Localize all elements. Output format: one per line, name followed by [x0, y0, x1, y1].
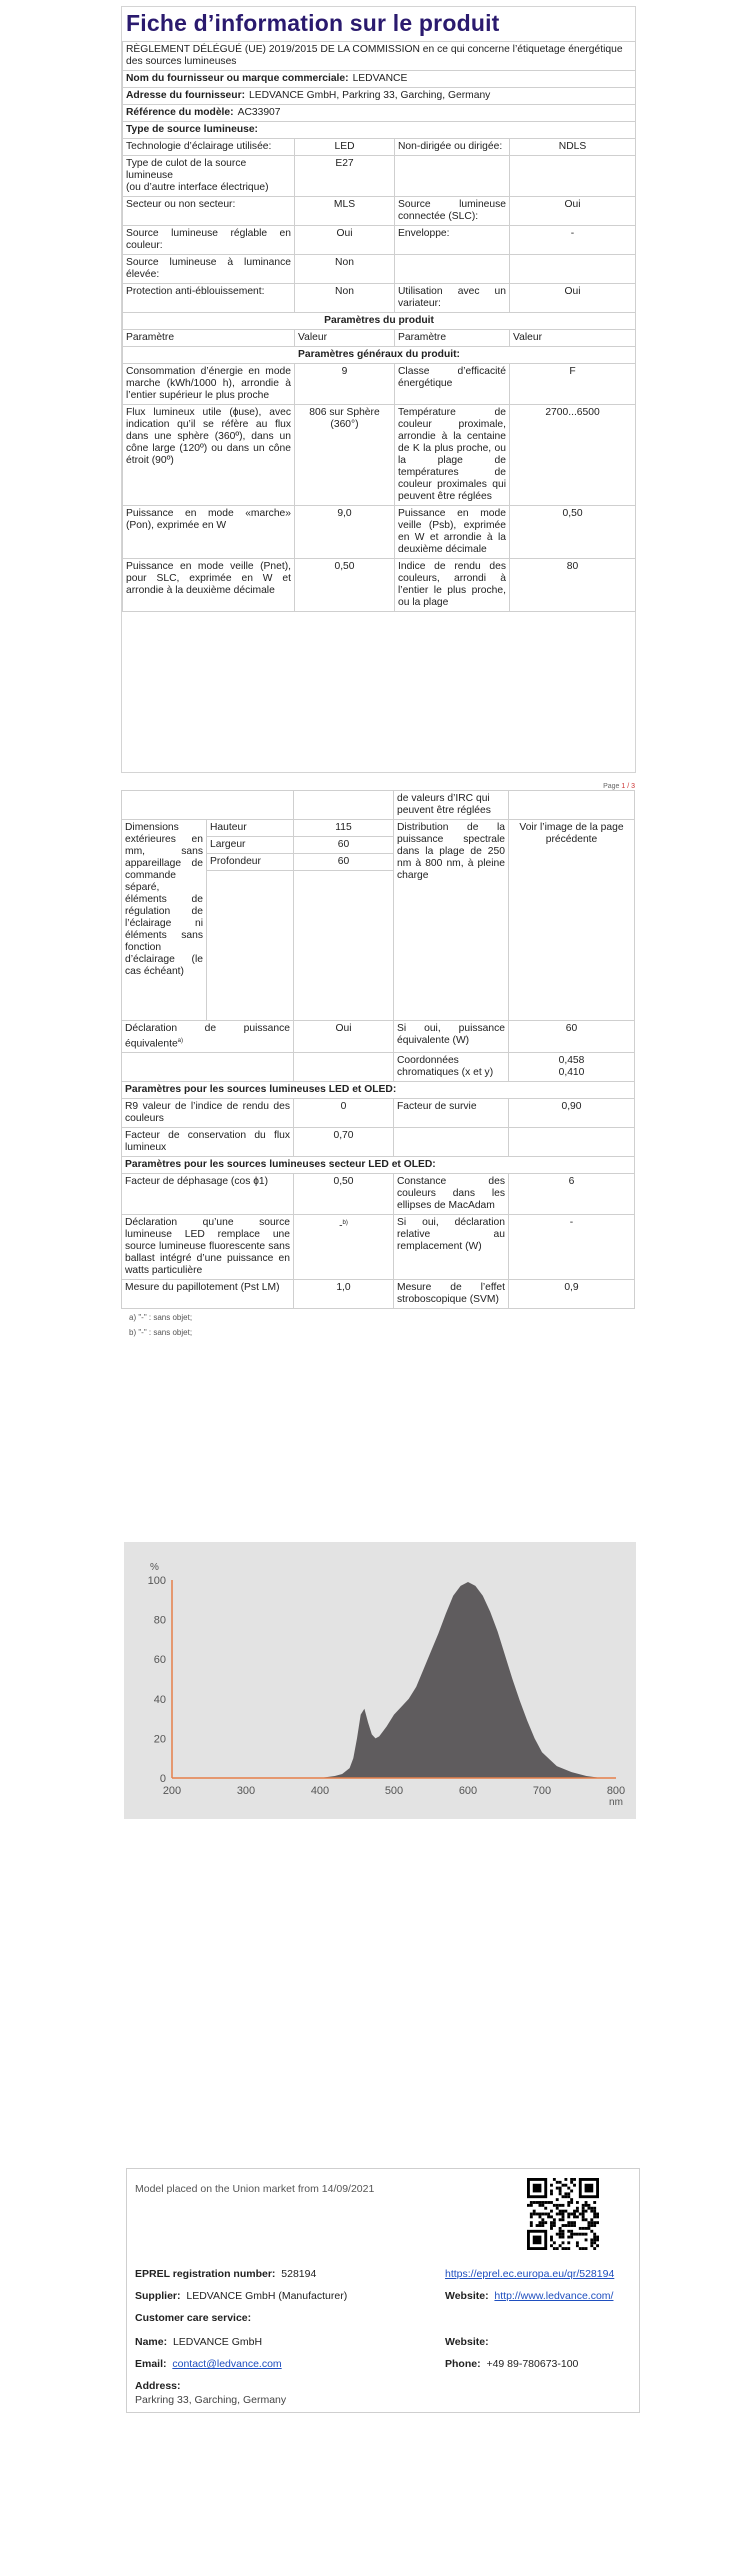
survival-label: Facteur de survie — [394, 1099, 509, 1128]
replacement-declaration-label: Déclaration qu’une source lumineuse LED remplace une source lumineuse fluorescente sans ballast intégré d’une puissance en watts particulière — [122, 1215, 294, 1280]
param-label: Puissance en mode veille (Pnet), pour SLC, exprimée en W et arrondie à la deuxième décimale — [123, 559, 295, 612]
dimension-name: Largeur — [207, 837, 294, 854]
dimensions-label: Dimensions extérieures en mm, sans appareillage de commande séparé, éléments de régulation de l’éclairage ni éléments sans fonction d’éclairage (le cas échéant) — [122, 820, 207, 1021]
qr-code-icon[interactable] — [527, 2178, 599, 2250]
supplier-address-value: LEDVANCE GmbH, Parkring 33, Garching, Germany — [249, 90, 491, 101]
x-axis-unit: nm — [609, 1797, 623, 1808]
website-label: Website: — [445, 2290, 489, 2302]
x-tick-label: 400 — [310, 1785, 330, 1797]
param-value: Non — [295, 284, 395, 313]
care-email — [135, 2358, 282, 2370]
dimension-name: Profondeur — [207, 854, 294, 871]
product-params-table-continued — [121, 790, 635, 1309]
param-value: NDLS — [510, 139, 636, 156]
param-value: 9,0 — [295, 506, 395, 559]
spectral-chart-svg — [124, 1542, 636, 1819]
equivalent-power-declaration-value: Oui — [294, 1021, 394, 1053]
care-name-label: Name: — [135, 2336, 168, 2348]
param-value: 80 — [510, 559, 636, 612]
spd-label: Distribution de la puissance spectrale dans la plage de 250 nm à 800 nm, à pleine charge — [394, 820, 509, 1021]
param-label: Température de couleur proximale, arrondie à la centaine de K la plus proche, ou la plage de températures de couleur proximales qui peuvent être réglées — [395, 405, 510, 506]
chromaticity-y: 0,410 — [558, 1067, 585, 1079]
chromaticity-label: Coordonnées chromatiques (x et y) — [394, 1053, 509, 1082]
column-header-row — [123, 330, 636, 347]
phase-factor-value: 0,50 — [294, 1174, 394, 1215]
model-ref-label: Référence du modèle: — [126, 107, 234, 118]
source-type-heading: Type de source lumineuse: — [123, 122, 636, 139]
care-address-label: Address: — [135, 2380, 181, 2392]
column-header-param: Paramètre — [123, 330, 295, 347]
general-row — [123, 506, 636, 559]
param-label — [395, 156, 510, 197]
mains-params-heading: Paramètres pour les sources lumineuses secteur LED et OLED: — [122, 1157, 635, 1174]
param-label: Puissance en mode veille (Psb), exprimée en W et arrondie à la deuxième décimale — [395, 506, 510, 559]
param-value: Oui — [510, 197, 636, 226]
y-tick-label: 60 — [153, 1654, 166, 1667]
care-name — [135, 2336, 262, 2348]
param-value: - — [510, 226, 636, 255]
param-label: Indice de rendu des couleurs, arrondi à l’entier le plus proche, ou la plage — [395, 559, 510, 612]
y-tick-label: 0 — [159, 1773, 166, 1785]
y-tick-label: 80 — [153, 1614, 166, 1627]
dimension-value: 60 — [294, 854, 394, 871]
footnote-ref: a) — [177, 1038, 184, 1044]
param-label: Consommation d’énergie en mode marche (kWh/1000 h), arrondie à l’entier supérieur le plus proche — [123, 364, 295, 405]
chromaticity-values — [509, 1053, 635, 1082]
equivalent-power-w-label: Si oui, puissance équivalente (W) — [394, 1021, 509, 1053]
x-tick-label: 300 — [236, 1785, 256, 1797]
param-value: F — [510, 364, 636, 405]
r9-label: R9 valeur de l’indice de rendu des couleurs — [122, 1099, 294, 1128]
datasheet-page-2 — [121, 790, 634, 1380]
x-tick-label: 200 — [162, 1785, 182, 1797]
care-phone — [445, 2358, 578, 2370]
equivalent-power-declaration — [122, 1021, 294, 1053]
replacement-declaration-value — [294, 1215, 394, 1280]
flicker-label: Mesure du papillotement (Pst LM) — [122, 1280, 294, 1309]
param-label: Non-dirigée ou dirigée: — [395, 139, 510, 156]
care-email-link[interactable]: contact@ledvance.com — [172, 2358, 282, 2370]
care-address-value: Parkring 33, Garching, Germany — [135, 2394, 287, 2406]
param-label — [395, 255, 510, 284]
eprel-link-text[interactable]: https://eprel.ec.europa.eu/qr/528194 — [445, 2268, 615, 2280]
led-params-heading: Paramètres pour les sources lumineuses LED et OLED: — [122, 1082, 635, 1099]
x-tick-label: 500 — [384, 1785, 404, 1797]
cri-continued: de valeurs d’IRC qui peuvent être réglées — [394, 791, 509, 820]
footnote-a: a) "-" : sans objet; — [129, 1313, 193, 1323]
x-axis-ticks — [163, 1785, 625, 1797]
dimension-value: 60 — [294, 837, 394, 854]
supplier-name-row — [123, 71, 636, 88]
macadam-label: Constance des couleurs dans les ellipses de MacAdam — [394, 1174, 509, 1215]
care-phone-label: Phone: — [445, 2358, 481, 2370]
eprel-label: EPREL registration number: — [135, 2268, 276, 2280]
param-label: Secteur ou non secteur: — [123, 197, 295, 226]
param-value: 806 sur Sphère (360°) — [295, 405, 395, 506]
param-value: LED — [295, 139, 395, 156]
footnote-ref: b) — [342, 1220, 348, 1227]
param-value — [510, 156, 636, 197]
macadam-value: 6 — [509, 1174, 635, 1215]
param-label: Technologie d’éclairage utilisée: — [123, 139, 295, 156]
y-tick-label: 20 — [153, 1733, 166, 1746]
supplier-value: LEDVANCE GmbH (Manufacturer) — [186, 2290, 348, 2302]
param-value: MLS — [295, 197, 395, 226]
model-ref-value: AC33907 — [237, 107, 281, 118]
general-row — [123, 405, 636, 506]
general-row — [123, 364, 636, 405]
phase-factor-label: Facteur de déphasage (cos ɸ1) — [122, 1174, 294, 1215]
customer-care-heading-text: Customer care service: — [135, 2312, 252, 2324]
page-number-value: 1 / 3 — [621, 783, 635, 790]
source-row — [123, 197, 636, 226]
dimension-value: 115 — [294, 820, 394, 837]
eprel-info-card — [126, 2168, 640, 2413]
y-tick-label: 100 — [147, 1575, 166, 1587]
supplier-name-value: LEDVANCE — [352, 73, 408, 84]
product-params-heading: Paramètres du produit — [123, 313, 636, 330]
source-row — [123, 284, 636, 313]
market-date-text: Model placed on the Union market from 14/09/2021 — [135, 2183, 375, 2195]
datasheet-page-1 — [121, 6, 636, 773]
param-value: 0,50 — [295, 559, 395, 612]
param-label: Flux lumineux utile (ɸuse), avec indication qu’il se réfère au flux dans une sphère (360º), dans un cône large (120º) ou dans un cône étroit (90º) — [123, 405, 295, 506]
flicker-value: 1,0 — [294, 1280, 394, 1309]
eprel-registration — [135, 2268, 316, 2280]
column-header-value: Valeur — [295, 330, 395, 347]
param-label: Classe d’efficacité énergétique — [395, 364, 510, 405]
supplier-address-row — [123, 88, 636, 105]
supplier-name-label: Nom du fournisseur ou marque commerciale: — [126, 73, 349, 84]
model-ref-row — [123, 105, 636, 122]
param-label: Enveloppe: — [395, 226, 510, 255]
param-label: Source lumineuse connectée (SLC): — [395, 197, 510, 226]
source-row — [123, 139, 636, 156]
param-value: E27 — [295, 156, 395, 197]
regulation-text: RÈGLEMENT DÉLÉGUÉ (UE) 2019/2015 DE LA COMMISSION en ce qui concerne l’étiquetage énergétique des sources lumineuses — [123, 42, 636, 71]
care-phone-value: +49 89-780673-100 — [486, 2358, 579, 2370]
param-label: Source lumineuse réglable en couleur: — [123, 226, 295, 255]
param-value: 2700...6500 — [510, 405, 636, 506]
param-label: Protection anti-éblouissement: — [123, 284, 295, 313]
page-title: Fiche d’information sur le produit — [126, 10, 500, 36]
y-axis-ticks — [148, 1575, 166, 1785]
care-website-label: Website: — [445, 2336, 489, 2348]
equivalent-power-label: Déclaration de puissance équivalente — [125, 1023, 290, 1050]
customer-care-heading — [135, 2312, 251, 2324]
param-value: Oui — [510, 284, 636, 313]
page-number — [505, 783, 635, 790]
param-value: Oui — [295, 226, 395, 255]
source-row — [123, 226, 636, 255]
supplier-label: Supplier: — [135, 2290, 181, 2302]
y-tick-label: 40 — [153, 1693, 166, 1706]
param-value: Non — [295, 255, 395, 284]
replacement-value-text: - — [339, 1220, 343, 1232]
param-value: 0,50 — [510, 506, 636, 559]
column-header-value: Valeur — [510, 330, 636, 347]
param-label: Utilisation avec un variateur: — [395, 284, 510, 313]
care-address — [135, 2380, 181, 2392]
param-value: 9 — [295, 364, 395, 405]
stroboscopic-label: Mesure de l’effet stroboscopique (SVM) — [394, 1280, 509, 1309]
equivalent-power-w-value: 60 — [509, 1021, 635, 1053]
general-row — [123, 559, 636, 612]
product-info-table — [122, 41, 636, 612]
website-info — [445, 2290, 613, 2302]
eprel-number: 528194 — [281, 2268, 317, 2280]
spectral-distribution-chart — [124, 1542, 636, 1819]
stroboscopic-value: 0,9 — [509, 1280, 635, 1309]
param-label: Puissance en mode «marche» (Pon), exprimée en W — [123, 506, 295, 559]
param-label: Type de culot de la source lumineuse (ou d’autre interface électrique) — [123, 156, 295, 197]
source-row — [123, 255, 636, 284]
lumen-maintenance-value: 0,70 — [294, 1128, 394, 1157]
supplier-address-label: Adresse du fournisseur: — [126, 90, 246, 101]
param-value — [510, 255, 636, 284]
chromaticity-x: 0,458 — [558, 1055, 585, 1067]
care-name-value: LEDVANCE GmbH — [172, 2336, 263, 2348]
replacement-power-value: - — [509, 1215, 635, 1280]
website-link[interactable]: http://www.ledvance.com/ — [494, 2290, 614, 2302]
x-tick-label: 600 — [458, 1785, 478, 1797]
x-tick-label: 800 — [606, 1785, 626, 1797]
footnote-b: b) "-" : sans objet; — [129, 1328, 193, 1338]
survival-value: 0,90 — [509, 1099, 635, 1128]
x-tick-label: 700 — [532, 1785, 552, 1797]
replacement-power-label: Si oui, déclaration relative au remplacement (W) — [394, 1215, 509, 1280]
source-row — [123, 156, 636, 197]
param-label: Source lumineuse à luminance élevée: — [123, 255, 295, 284]
r9-value: 0 — [294, 1099, 394, 1128]
spectral-area-series — [172, 1582, 616, 1778]
spd-value: Voir l’image de la page précédente — [509, 820, 635, 1021]
eprel-link[interactable] — [445, 2268, 614, 2280]
supplier-info — [135, 2290, 347, 2302]
lumen-maintenance-label: Facteur de conservation du flux lumineux — [122, 1128, 294, 1157]
column-header-param: Paramètre — [395, 330, 510, 347]
page-number-label: Page — [603, 783, 620, 790]
care-email-label: Email: — [135, 2358, 167, 2370]
general-params-heading: Paramètres généraux du produit: — [123, 347, 636, 364]
y-axis-unit: % — [150, 1562, 159, 1573]
care-website — [445, 2336, 489, 2348]
dimension-name: Hauteur — [207, 820, 294, 837]
